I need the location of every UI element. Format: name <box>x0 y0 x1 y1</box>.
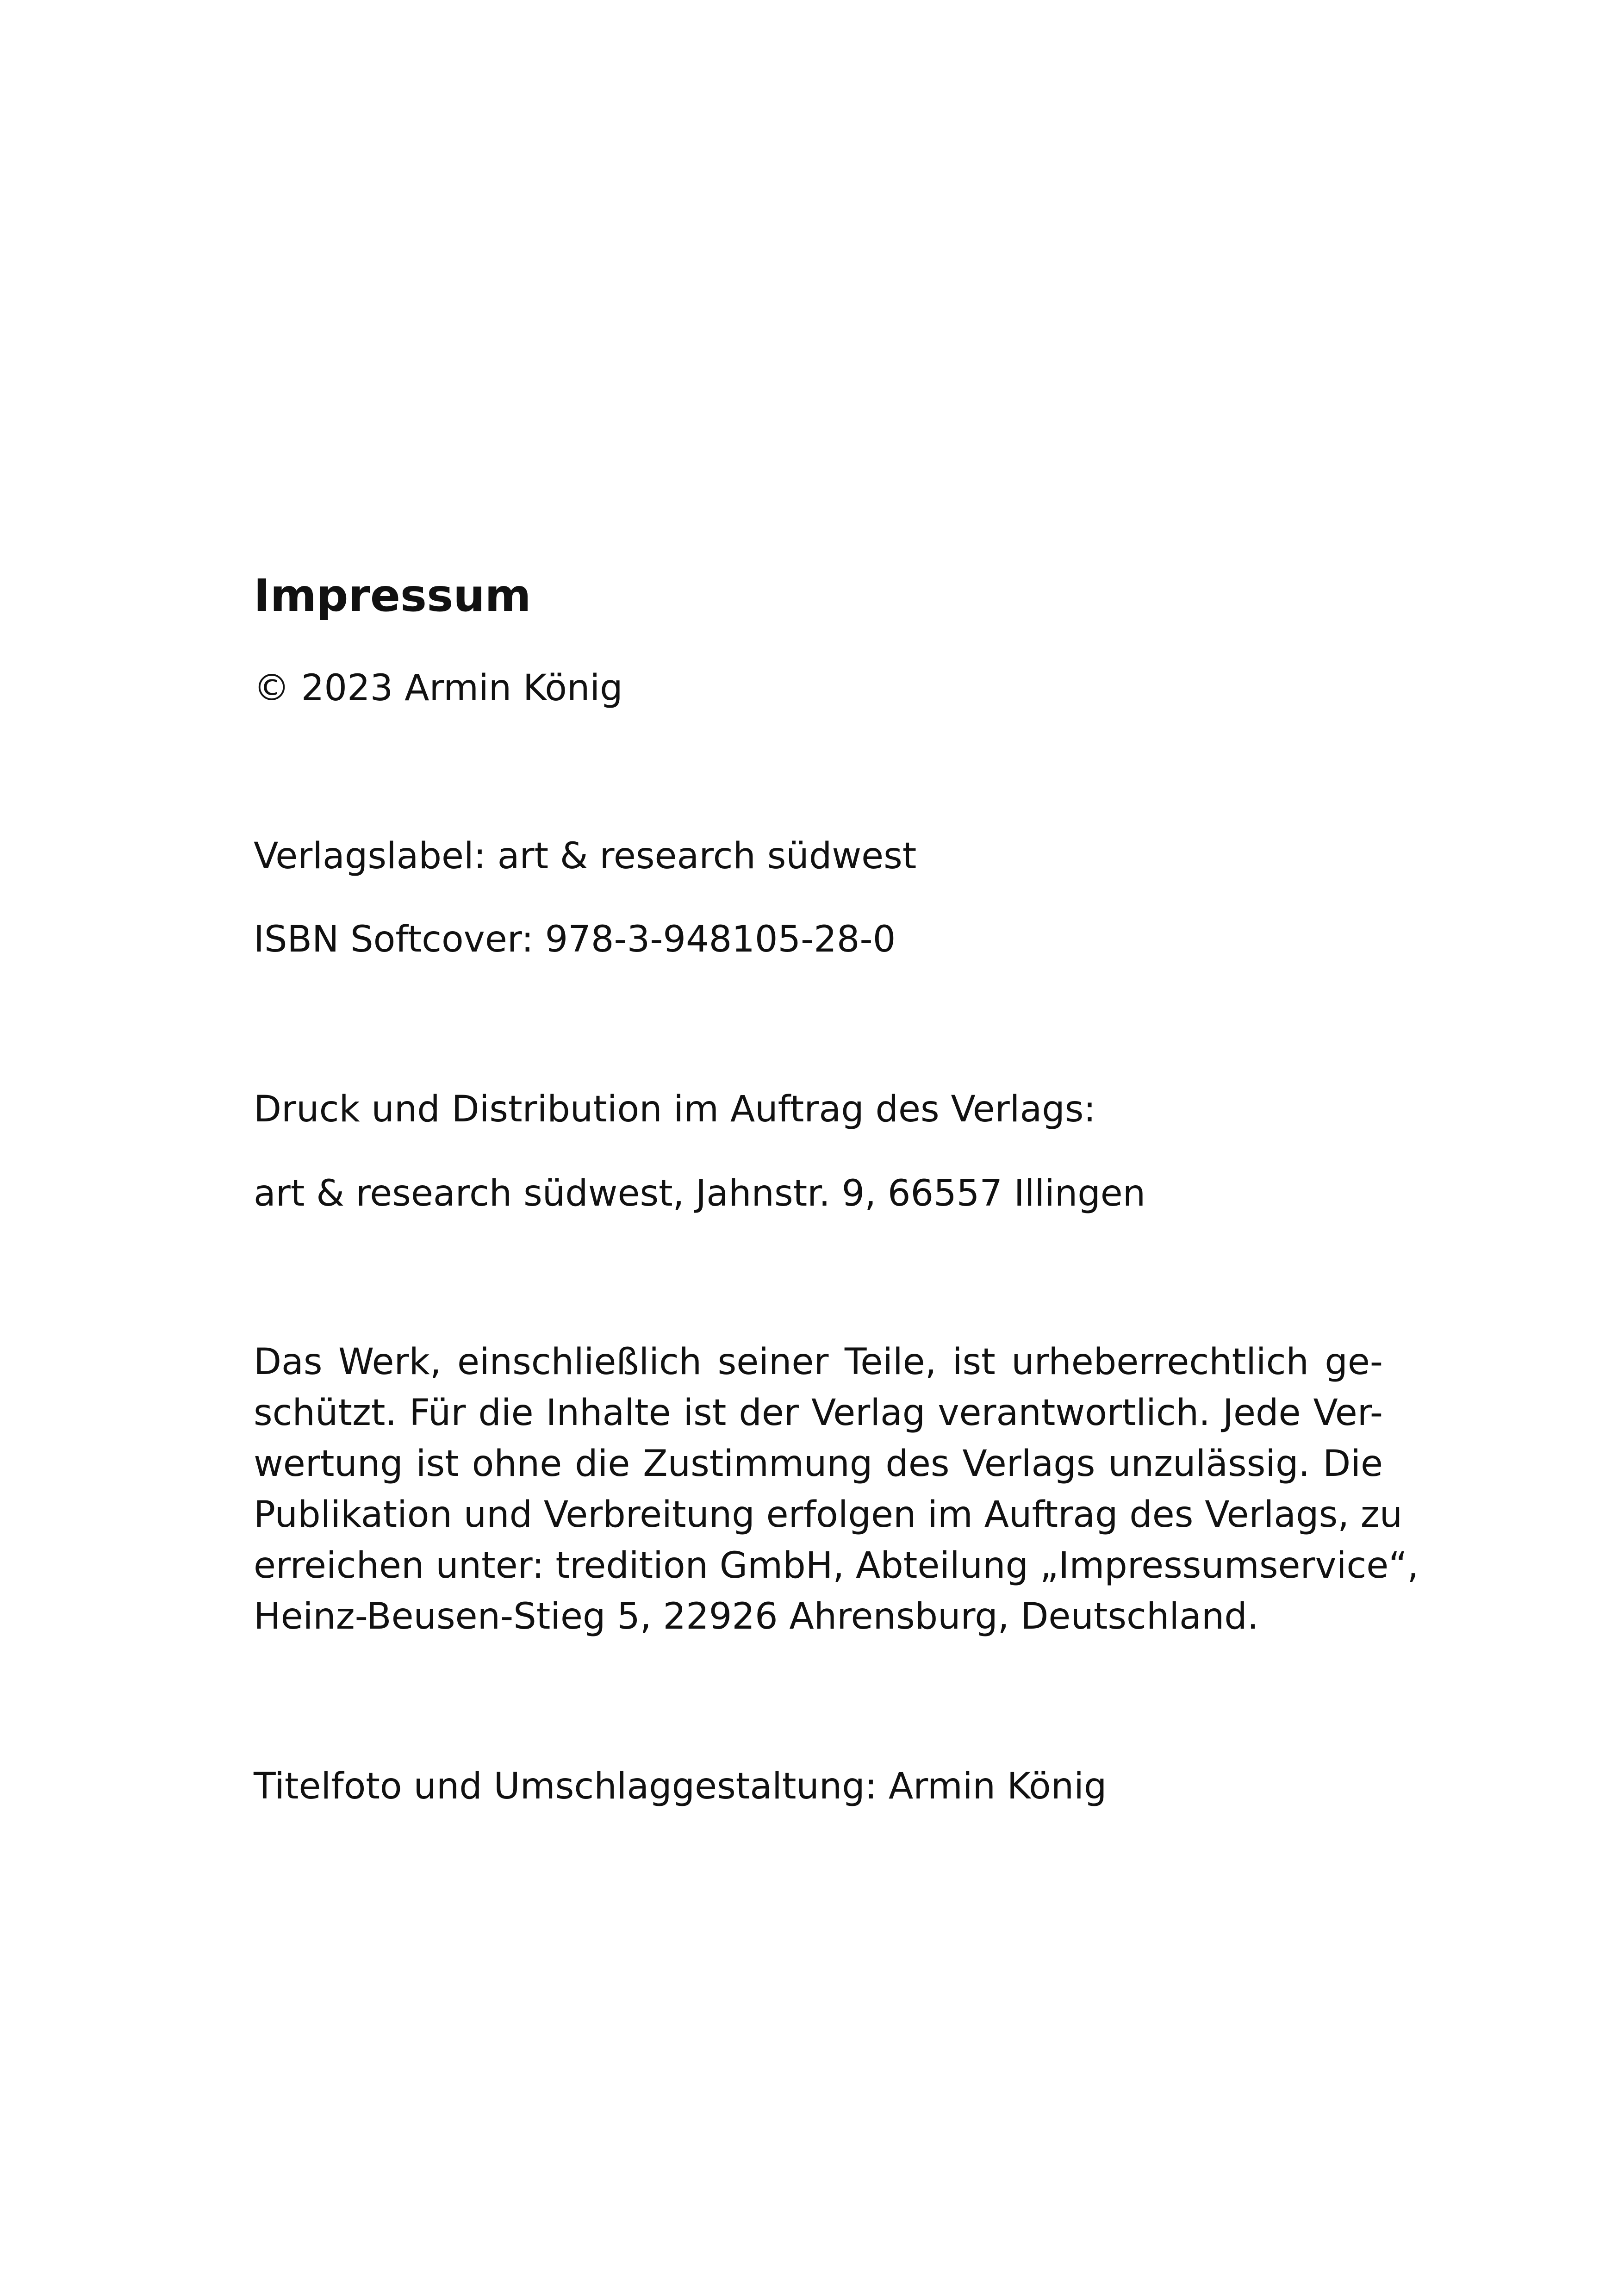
distribution-intro: Druck und Distribution im Auftrag des Verlags: <box>254 1089 1096 1130</box>
legal-line: Heinz-Beusen-Stieg 5, 22926 Ahrensburg, Deutschland. <box>254 1596 1259 1637</box>
cover-credits: Titelfoto und Umschlaggestaltung: Armin König <box>254 1766 1107 1807</box>
legal-line: wertung ist ohne die Zustimmung des Verlags unzulässig. Die <box>254 1443 1383 1485</box>
imprint-heading: Impressum <box>254 570 531 622</box>
distribution-address: art & research südwest, Jahnstr. 9, 66557 Illingen <box>254 1173 1146 1214</box>
legal-line: erreichen unter: tredition GmbH, Abteilung „Impressumservice“, <box>254 1545 1419 1587</box>
copyright-notice: © 2023 Armin König <box>254 667 623 709</box>
legal-notice <box>254 1337 1419 1642</box>
isbn-line: ISBN Softcover: 978-3-948105-28-0 <box>254 919 896 960</box>
publisher-label: Verlagslabel: art & research südwest <box>254 835 917 877</box>
legal-line: Publikation und Verbreitung erfolgen im Auftrag des Verlags, zu <box>254 1494 1403 1536</box>
legal-line: schützt. Für die Inhalte ist der Verlag verantwortlich. Jede Ver- <box>254 1392 1383 1434</box>
legal-line: Das Werk, einschließlich seiner Teile, ist urheberrechtlich ge- <box>254 1341 1383 1383</box>
